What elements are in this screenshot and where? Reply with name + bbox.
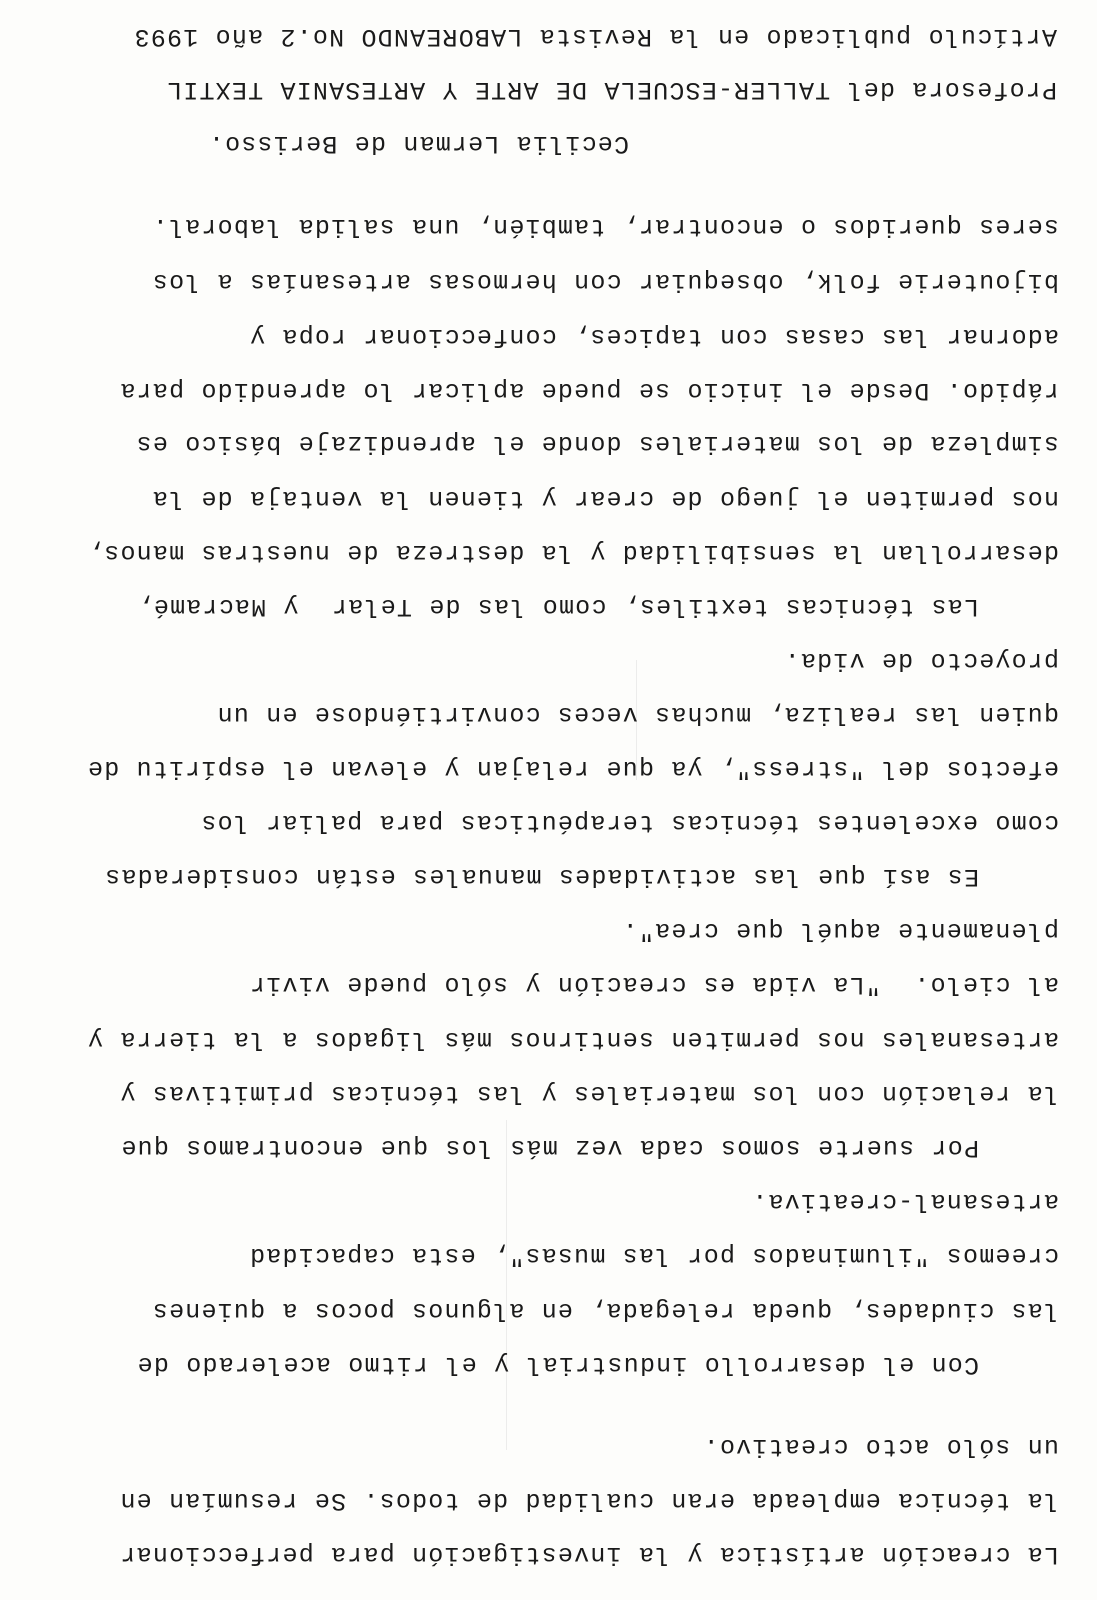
paragraph-1-line-2: bijouterie folk, obsequiar con hermosas artesanías a los: [151, 267, 1059, 296]
author-role: Profesora del TALLER-ESCUELA DE ARTE Y ARTESANIA TEXTIL: [165, 75, 1057, 104]
show-through-mark: [506, 1120, 507, 1450]
paragraph-4-line-4: Con el desarrollo industrial y el ritmo acelerado de: [136, 1350, 979, 1379]
paragraph-3-line-1: plenamente aquél que crea".: [621, 916, 1059, 945]
paragraph-1-line-1: seres queridos o encontrar, también, una salida laboral.: [151, 212, 1059, 241]
paragraph-5-line-1: un sólo acto creativo.: [702, 1432, 1059, 1461]
paragraph-1-line-7: desarrollan la sensibilidad y la destreza de nuestras manos,: [86, 538, 1059, 567]
paragraph-3-line-3: artesanales nos permiten sentirnos más ligados a la tierra y: [86, 1025, 1059, 1054]
paragraph-5-line-3: La creación artística y la investigación para perfeccionar: [119, 1540, 1059, 1569]
paragraph-4-line-2: creemos "iluminados por las musas", esta capacidad: [248, 1241, 1059, 1270]
paragraph-2-line-3: efectos del "stress", ya que relajan y elevan el espíritu de: [86, 754, 1059, 783]
paragraph-1-line-3: adornar las casas con tapices, confeccionar ropa y: [248, 322, 1059, 351]
paragraph-1-line-4: rápido. Desde el inicio se puede aplicar lo aprendido para: [119, 376, 1059, 405]
paragraph-3-line-5: Por suerte somos cada vez más los que encontramos que: [120, 1133, 979, 1162]
paragraph-2-line-5: Es así que las actividades manuales están consideradas: [104, 862, 979, 891]
paragraph-4-line-3: las ciudades, queda relegada, en algunos pocos a quienes: [151, 1296, 1059, 1325]
paragraph-5-line-2: la técnica empleada eran cualidad de todos. Se resumían en: [119, 1486, 1059, 1515]
paragraph-2-line-2: quien las realiza, muchas veces convirtiéndose en un: [216, 700, 1059, 729]
paragraph-2-line-1: proyecto de vida.: [783, 646, 1059, 675]
paragraph-1-line-6: nos permiten el juego de crear y tienen la ventaja de la: [151, 484, 1059, 513]
paragraph-1-line-8: Las técnicas textiles, como las de Telar y Macramé,: [136, 592, 979, 621]
paragraph-1-line-5: simpleza de los materiales donde el aprendizaje básico es: [135, 429, 1059, 458]
author-name: Cecilia Lerman de Berisso.: [207, 129, 629, 158]
article-publication-note: Artículo publicado en la Revista LABOREANDO No.2 año 1993: [133, 22, 1057, 51]
paragraph-3-line-4: la relación con los materiales y las técnicas primitivas y: [119, 1079, 1059, 1108]
paragraph-3-line-2: al cielo. "La vida es creación y sólo puede vivir: [248, 970, 1059, 999]
paragraph-2-line-4: como excelentes técnicas terapéuticas para paliar los: [200, 808, 1059, 837]
paragraph-4-line-1: artesanal-creativa.: [751, 1187, 1059, 1216]
